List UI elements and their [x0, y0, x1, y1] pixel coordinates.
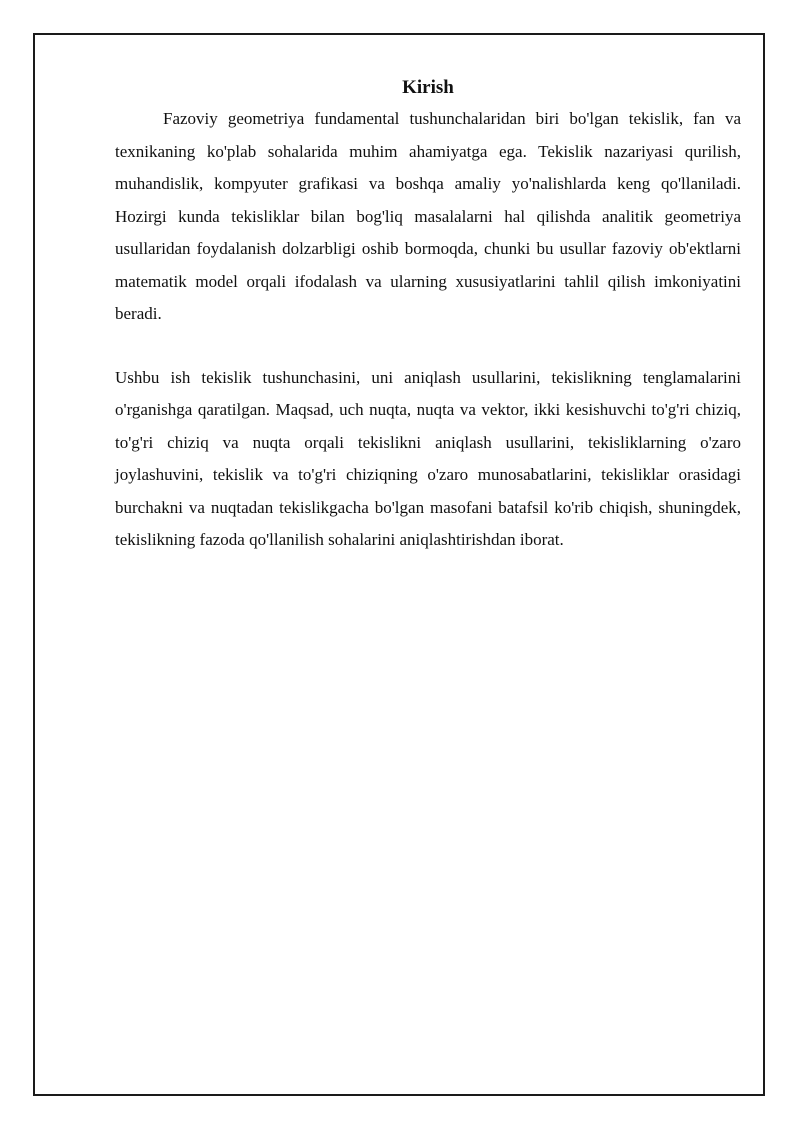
paragraph-spacer	[115, 331, 741, 362]
document-body	[115, 76, 741, 557]
section-title: Kirish	[402, 77, 454, 98]
goal-paragraph: Ushbu ish tekislik tushunchasini, uni aniqlash usullarini, tekislikning tenglamalarini o'rganishga qaratilgan. Maqsad, uch nuqta, nuqta va vektor, ikki kesishuvchi to'g'ri chiziq, to'g'ri chiziq va nuqta orqali tekislikni aniqlash usullarini, tekisliklarning o'zaro joylashuvini, tekislik va to'g'ri chiziqning o'zaro munosabatlarini, tekisliklar orasidagi burchakni va nuqtadan tekislikgacha bo'lgan masofani batafsil ko'rib chiqish, shuningdek, tekislikning fazoda qo'llanilish sohalarini aniqlashtirishdan iborat.	[115, 367, 741, 549]
intro-paragraph: Fazoviy geometriya fundamental tushunchalaridan biri bo'lgan tekislik, fan va texnikaning ko'plab sohalarida muhim ahamiyatga ega. Tekislik nazariyasi qurilish, muhandislik, kompyuter grafikasi va boshqa amaliy yo'nalishlarda keng qo'llaniladi. Hozirgi kunda tekisliklar bilan bog'liq masalalarni hal qilishda analitik geometriya usullaridan foydalanish dolzarbligi oshib bormoqda, chunki bu usullar fazoviy ob'ektlarni matematik model orqali ifodalash va ularning xususiyatlarini tahlil qilish imkoniyatini beradi.	[115, 109, 741, 323]
